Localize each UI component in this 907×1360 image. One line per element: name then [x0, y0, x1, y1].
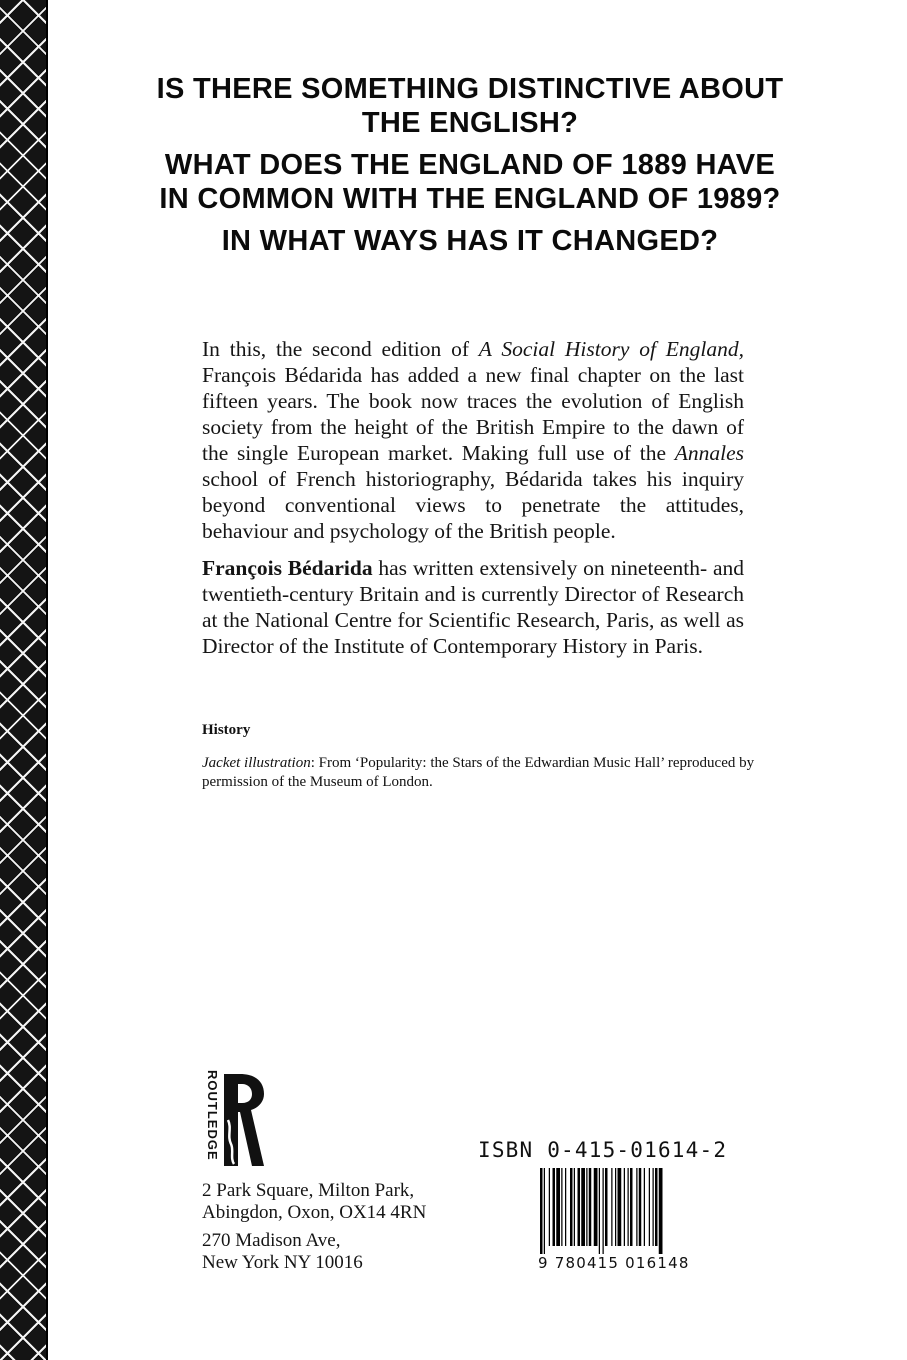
- author-bio: [202, 555, 744, 659]
- barcode-bar: [636, 1168, 637, 1246]
- barcode-bar: [655, 1168, 658, 1246]
- barcode-bar: [649, 1168, 650, 1246]
- barcode-bar: [540, 1168, 543, 1254]
- barcode-bar: [639, 1168, 642, 1246]
- address-us: [202, 1230, 363, 1274]
- barcode-bar: [618, 1168, 622, 1246]
- barcode-bar: [624, 1168, 625, 1246]
- address-line: 2 Park Square, Milton Park,: [202, 1180, 415, 1201]
- credit-label: Jacket illustration: [202, 755, 311, 771]
- address-line: 270 Madison Ave,: [202, 1230, 341, 1251]
- barcode-bar: [565, 1168, 566, 1246]
- barcode-bar: [561, 1168, 562, 1246]
- book-title: A Social History of England,: [478, 337, 744, 361]
- barcode-bar: [603, 1168, 604, 1254]
- blurb-text: In this, the second edition of: [202, 337, 479, 361]
- barcode-bar: [615, 1168, 616, 1246]
- barcode-bar: [589, 1168, 592, 1246]
- barcode-bar: [578, 1168, 581, 1246]
- barcode-bar: [644, 1168, 645, 1246]
- barcode-bar: [570, 1168, 573, 1246]
- barcode-bar: [581, 1168, 585, 1246]
- blurb-text: François Bédarida has added a new final chapter on the last fifteen years. The book now traces the evolution of English society from the height of the British Empire to the dawn of the single European market. Making full use of the: [202, 363, 744, 465]
- barcode-bar: [628, 1168, 629, 1246]
- publisher-logo: ROUTLEDGE: [190, 1070, 265, 1170]
- credit-text: : From ‘Popularity: the Stars of the Edwardian Music Hall’ reproduced by permission of the Museum of London.: [202, 755, 755, 790]
- subject-category: History: [202, 722, 251, 738]
- blurb: [202, 336, 744, 670]
- address-line: New York NY 10016: [202, 1252, 363, 1273]
- headline-questions: [150, 72, 790, 266]
- barcode-bar: [553, 1168, 556, 1246]
- headline-question: IS THERE SOMETHING DISTINCTIVE ABOUT THE ENGLISH?: [156, 73, 784, 139]
- blurb-text: school of French historiography, Bédarida takes his inquiry beyond conventional views to penetrate the attitudes, behaviour and psychology of the British people.: [202, 467, 744, 543]
- barcode-bar: [611, 1168, 612, 1246]
- barcode-number: 9 780415 016148: [538, 1254, 690, 1272]
- barcode-bar: [599, 1168, 600, 1254]
- annales-term: Annales: [674, 441, 744, 465]
- isbn-barcode: [540, 1168, 750, 1254]
- decorative-lattice-border: [0, 0, 48, 1360]
- barcode-bar: [659, 1168, 663, 1254]
- isbn-label: ISBN 0-415-01614-2: [478, 1138, 728, 1162]
- barcode-bar: [605, 1168, 608, 1246]
- blurb-paragraph: [202, 336, 744, 544]
- author-name: François Bédarida: [202, 556, 373, 580]
- barcode-bar: [586, 1168, 587, 1246]
- barcode-bar: [630, 1168, 633, 1246]
- barcode-bar: [549, 1168, 550, 1246]
- barcode-bar: [594, 1168, 598, 1246]
- address-line: Abingdon, Oxon, OX14 4RN: [202, 1202, 427, 1223]
- headline-question: WHAT DOES THE ENGLAND OF 1889 HAVE IN COMMON WITH THE ENGLAND OF 1989?: [159, 149, 781, 215]
- jacket-credit: [202, 754, 762, 792]
- barcode-bar: [653, 1168, 654, 1246]
- author-bio-text: has written extensively on nineteenth- and twentieth-century Britain and is currently Director of Research at the National Centre for Scientific Research, Paris, as well as Director of the Institute of Contemporary History in Paris.: [202, 556, 744, 658]
- barcode-bar: [556, 1168, 560, 1246]
- barcode-bar: [574, 1168, 575, 1246]
- address-uk: [202, 1180, 426, 1224]
- headline-question: IN WHAT WAYS HAS IT CHANGED?: [221, 225, 719, 257]
- barcode-bar: [544, 1168, 545, 1254]
- routledge-profile-icon: [218, 1070, 268, 1168]
